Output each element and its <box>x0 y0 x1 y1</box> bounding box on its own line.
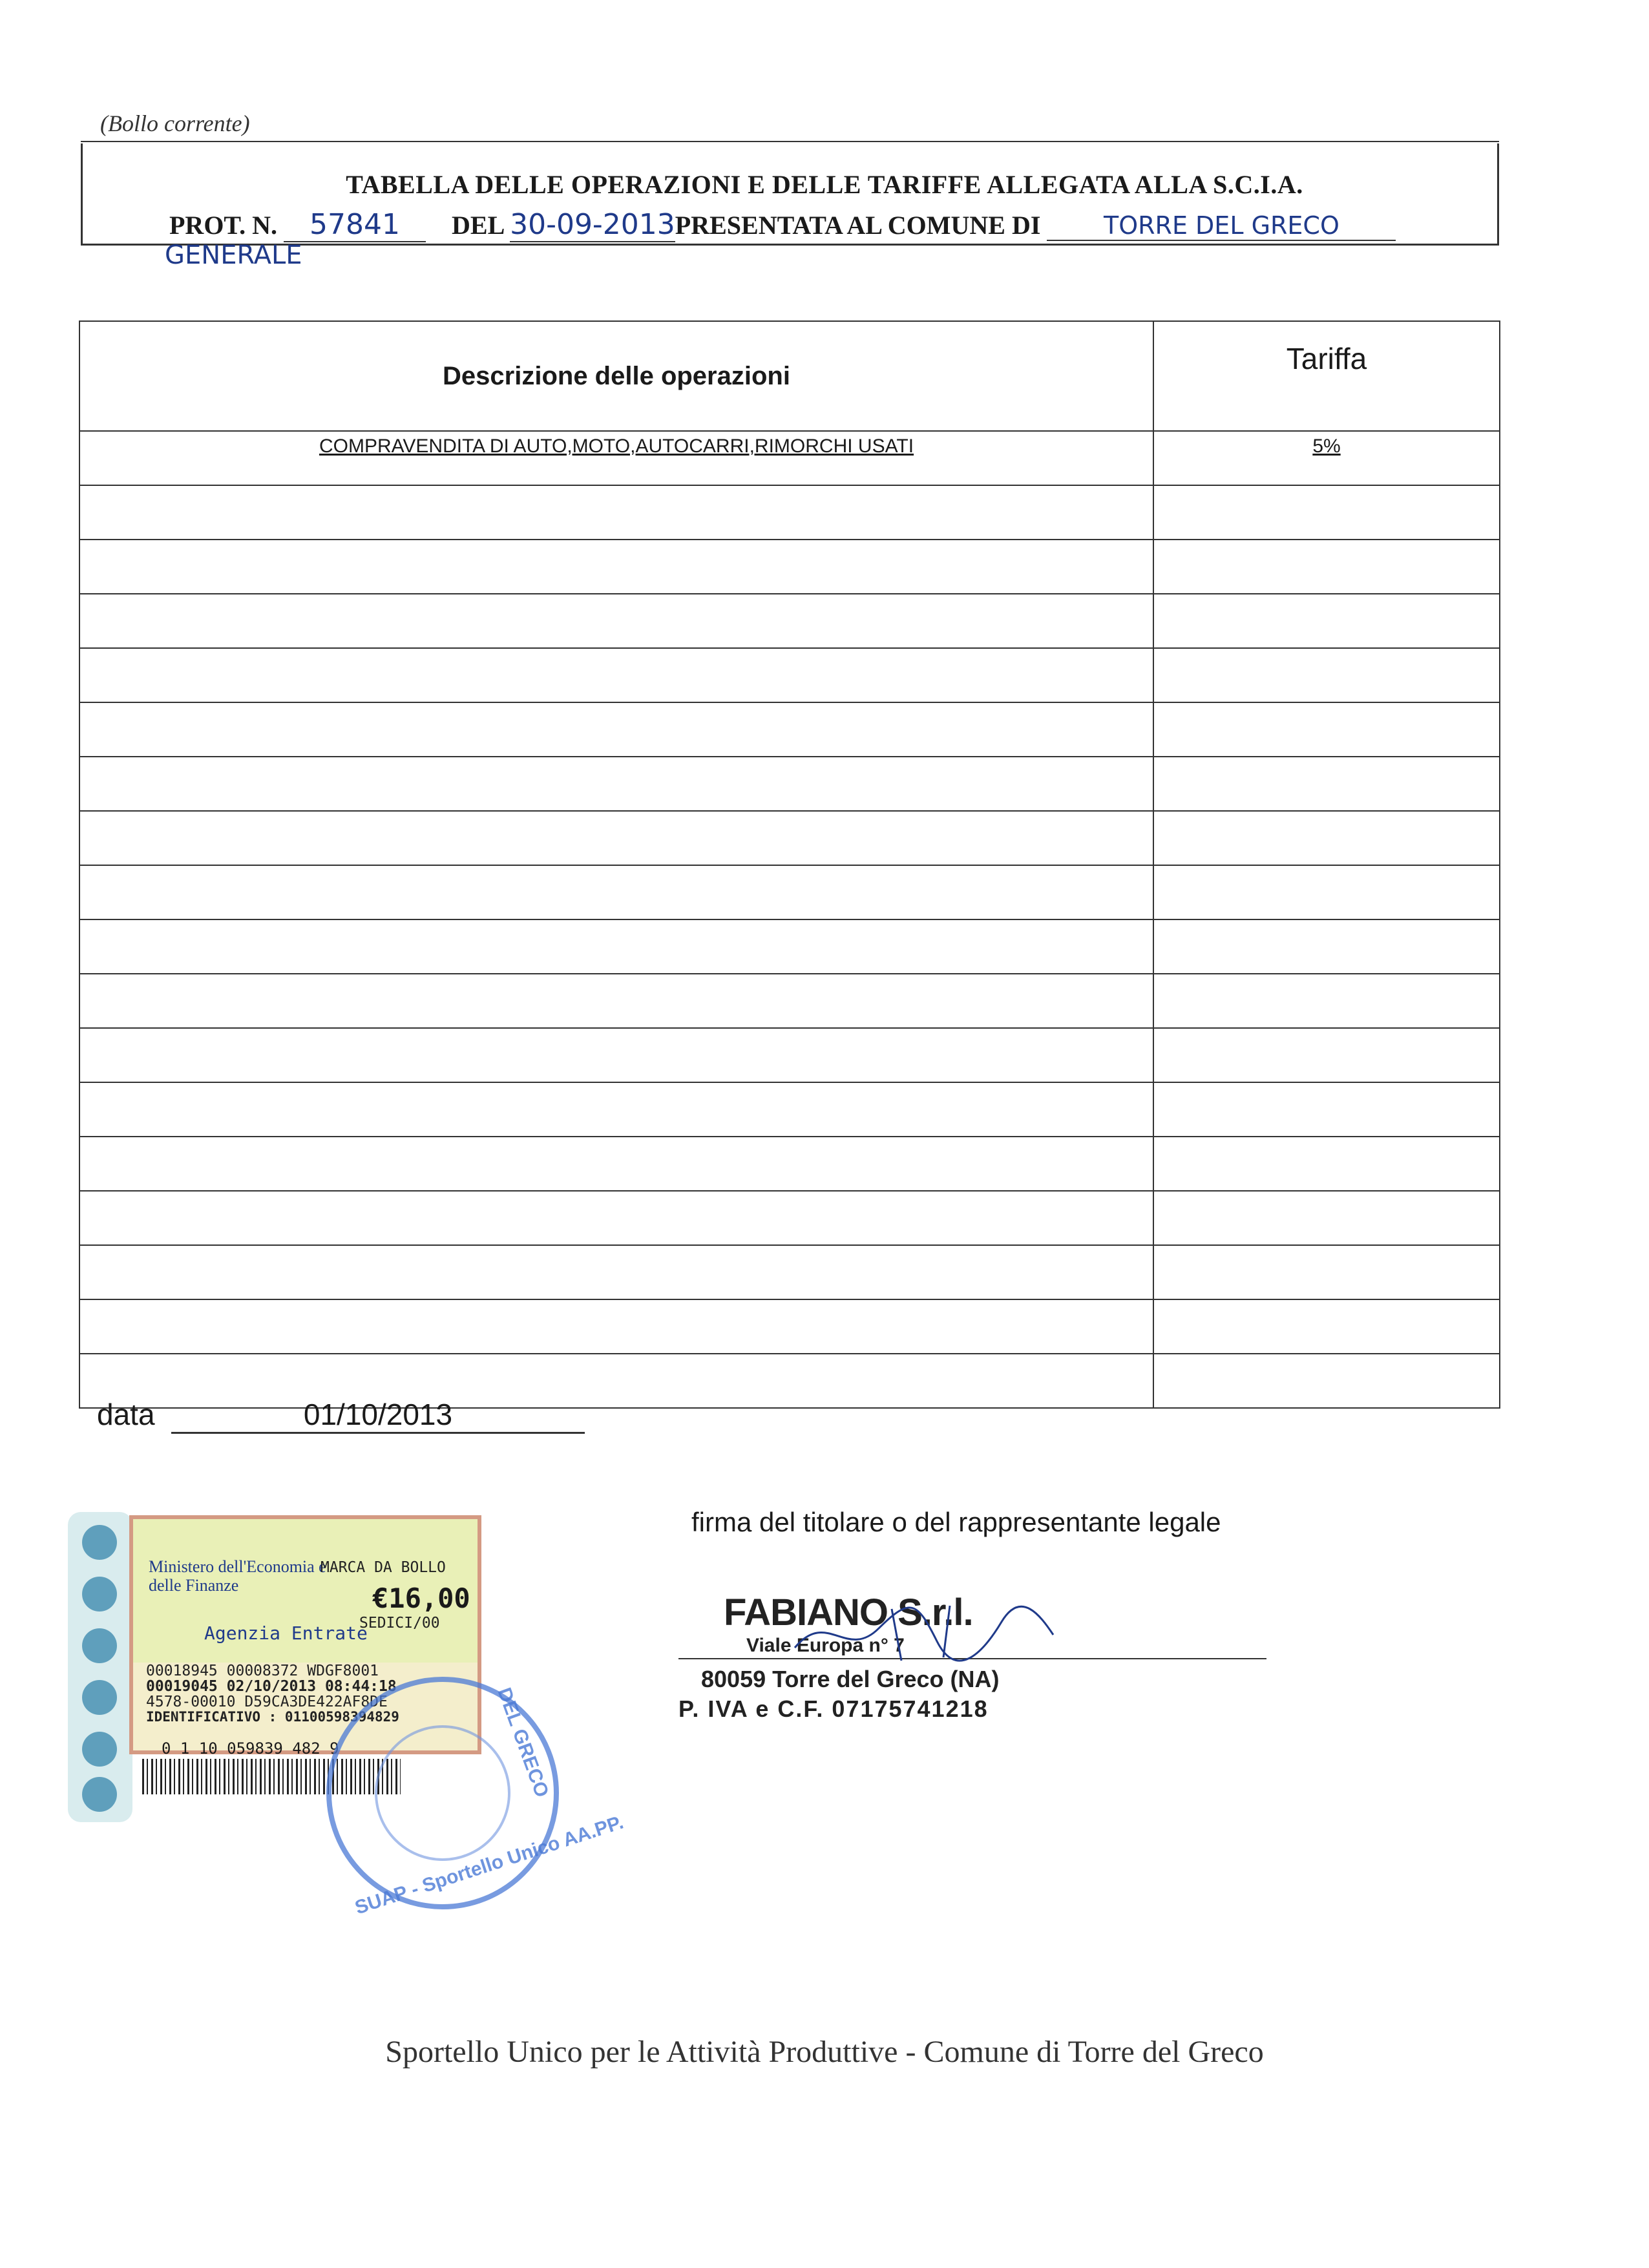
presentata-label: PRESENTATA AL COMUNE DI <box>675 211 1041 240</box>
column-header-description: Descrizione delle operazioni <box>79 321 1153 431</box>
row-tariffa <box>1153 485 1500 540</box>
stamp-line3: 4578-00010 D59CA3DE422AF8DE <box>146 1694 388 1710</box>
row-description <box>79 648 1153 702</box>
prot-label: PROT. N. <box>169 211 278 240</box>
row-tariffa <box>1153 1299 1500 1354</box>
row-description <box>79 702 1153 757</box>
handwritten-signature <box>788 1596 1060 1667</box>
row-description: COMPRAVENDITA DI AUTO,MOTO,AUTOCARRI,RIMORCHI USATI <box>79 431 1153 485</box>
row-description <box>79 865 1153 919</box>
company-stamp-vat: P. IVA e C.F. 07175741218 <box>678 1696 989 1722</box>
row-tariffa: 5% <box>1153 431 1500 485</box>
del-date: 30-09-2013 <box>510 208 675 241</box>
column-header-tariffa: Tariffa <box>1153 321 1500 431</box>
row-description <box>79 1245 1153 1299</box>
stamp-amount: €16,00 <box>372 1582 470 1614</box>
row-description <box>79 1299 1153 1354</box>
row-description <box>79 919 1153 974</box>
table-row <box>79 811 1500 865</box>
date-label: data <box>97 1398 155 1431</box>
row-tariffa <box>1153 594 1500 648</box>
row-tariffa <box>1153 811 1500 865</box>
table-row <box>79 919 1500 974</box>
document-title: TABELLA DELLE OPERAZIONI E DELLE TARIFFE ALLEGATA ALLA S.C.I.A. <box>346 170 1303 199</box>
del-label: DEL <box>452 211 504 240</box>
row-tariffa <box>1153 1082 1500 1137</box>
row-description <box>79 594 1153 648</box>
row-tariffa <box>1153 1191 1500 1245</box>
prot-number: 57841 <box>284 208 426 242</box>
table-row <box>79 540 1500 594</box>
row-description <box>79 540 1153 594</box>
row-description <box>79 1137 1153 1191</box>
table-row <box>79 1299 1500 1354</box>
table-row <box>79 648 1500 702</box>
stamp-marca: MARCA DA BOLLO <box>320 1559 446 1576</box>
stamp-side-strip <box>68 1512 132 1822</box>
table-row <box>79 594 1500 648</box>
page-footer: Sportello Unico per le Attività Produttive - Comune di Torre del Greco <box>385 2035 1264 2069</box>
table-row <box>79 865 1500 919</box>
company-stamp-address: Viale Europa n° 7 <box>746 1635 905 1656</box>
stamp-amount-words: SEDICI/00 <box>359 1615 440 1632</box>
row-tariffa <box>1153 1028 1500 1082</box>
stamp-line1: 00018945 00008372 WDGF8001 <box>146 1663 379 1679</box>
row-description <box>79 485 1153 540</box>
table-row <box>79 702 1500 757</box>
stamp-line4: IDENTIFICATIVO : 01100598394829 <box>146 1709 399 1725</box>
row-tariffa <box>1153 702 1500 757</box>
table-row <box>79 485 1500 540</box>
municipal-stamp-emblem <box>375 1725 510 1861</box>
operations-table <box>79 320 1500 1409</box>
stamp-line2: 00019045 02/10/2013 08:44:18 <box>146 1678 397 1695</box>
header-top-rule <box>81 141 1499 142</box>
table-row <box>79 1082 1500 1137</box>
row-description <box>79 1028 1153 1082</box>
table-row <box>79 1028 1500 1082</box>
row-tariffa <box>1153 648 1500 702</box>
row-description <box>79 1191 1153 1245</box>
bollo-label: (Bollo corrente) <box>100 110 250 136</box>
row-tariffa <box>1153 865 1500 919</box>
row-description <box>79 1082 1153 1137</box>
row-tariffa <box>1153 540 1500 594</box>
stamp-agency: Agenzia Entrate <box>204 1622 368 1644</box>
stamp-ministry: Ministero dell'Economia e delle Finanze <box>149 1557 326 1595</box>
date-value: 01/10/2013 <box>171 1397 585 1434</box>
municipal-stamp-text-right: DEL GRECO <box>493 1685 553 1801</box>
table-row <box>79 1191 1500 1245</box>
signature-label: firma del titolare o del rappresentante legale <box>691 1507 1221 1537</box>
row-tariffa <box>1153 1137 1500 1191</box>
row-description <box>79 811 1153 865</box>
company-stamp-name: FABIANO S.r.l. <box>724 1591 973 1633</box>
table-row <box>79 757 1500 811</box>
comune-name: TORRE DEL GRECO <box>1047 211 1396 241</box>
row-tariffa <box>1153 919 1500 974</box>
row-tariffa <box>1153 757 1500 811</box>
table-row <box>79 1137 1500 1191</box>
table-row <box>79 974 1500 1028</box>
table-header-row <box>79 321 1500 431</box>
row-tariffa <box>1153 1245 1500 1299</box>
table-row <box>79 431 1500 485</box>
protocol-line <box>169 208 1396 242</box>
stamp-barcode-number: 0 1 10 059839 482 9 <box>162 1739 339 1758</box>
row-description <box>79 757 1153 811</box>
row-description <box>79 974 1153 1028</box>
row-tariffa <box>1153 974 1500 1028</box>
company-stamp-city: 80059 Torre del Greco (NA) <box>701 1666 1000 1692</box>
table-row <box>79 1245 1500 1299</box>
row-tariffa <box>1153 1354 1500 1408</box>
generale-handwritten: GENERALE <box>165 240 302 270</box>
municipal-stamp-text: SUAP - Sportello Unico AA.PP. <box>352 1811 626 1919</box>
